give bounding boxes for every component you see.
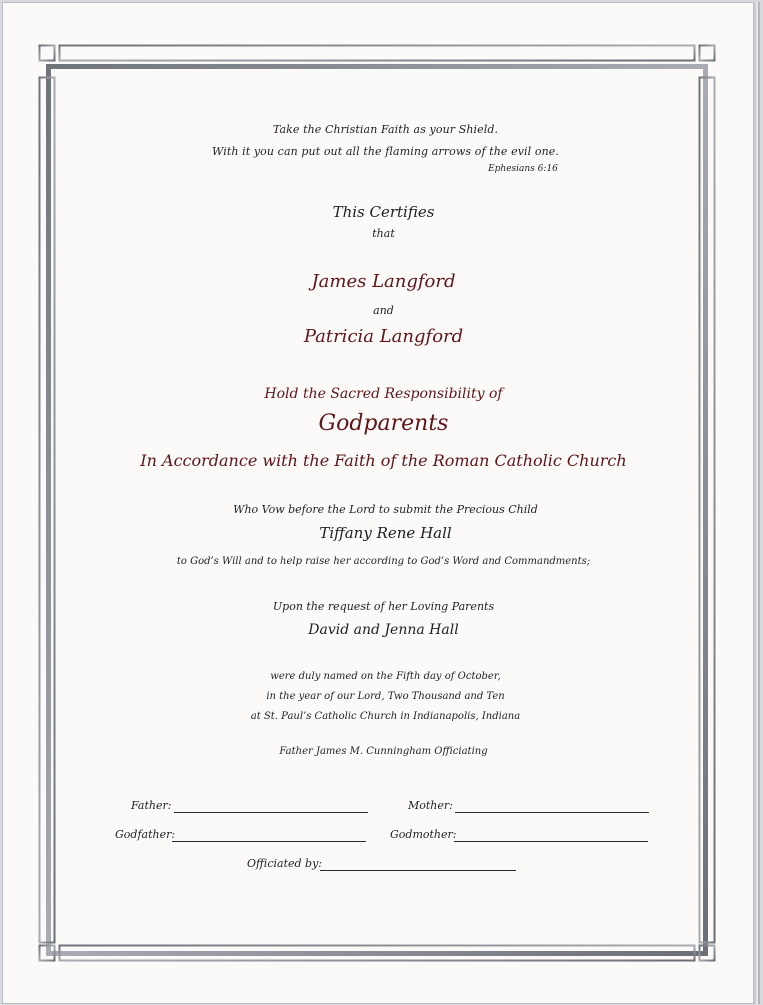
verse-citation: Ephesians 6:16 xyxy=(488,164,558,174)
will-line: to God’s Will and to help raise her according to God’s Word and Commandments; xyxy=(176,556,591,567)
vow-line: Who Vow before the Lord to submit the Precious Child xyxy=(233,503,538,516)
father-signature-line[interactable] xyxy=(174,812,368,813)
mother-signature-line[interactable] xyxy=(455,812,649,813)
mother-label: Mother: xyxy=(408,799,453,812)
officiated-signature-line[interactable] xyxy=(320,870,516,871)
ceremony-year-line: in the year of our Lord, Two Thousand and Ten xyxy=(266,691,505,702)
child-name: Tiffany Rene Hall xyxy=(319,524,452,542)
border-top-rail xyxy=(60,46,695,61)
parents-request-line: Upon the request of her Loving Parents xyxy=(272,600,495,613)
parents-names: David and Jenna Hall xyxy=(308,622,459,638)
godmother-label: Godmother: xyxy=(390,828,457,841)
godfather-label: Godfather: xyxy=(115,828,176,841)
border-corner-top-right xyxy=(700,46,715,61)
verse-line-1: Take the Christian Faith as your Shield. xyxy=(272,123,499,136)
godparents-and: and xyxy=(373,304,394,317)
officiant-line: Father James M. Cunningham Officiating xyxy=(279,746,488,757)
officiated-label: Officiated by: xyxy=(247,857,322,870)
faith-line: In Accordance with the Faith of the Roman Catholic Church xyxy=(140,451,627,470)
ceremony-place-line: at St. Paul’s Catholic Church in Indianapolis, Indiana xyxy=(250,711,521,722)
ceremony-date-line: were duly named on the Fifth day of October, xyxy=(270,671,501,682)
godfather-name: James Langford xyxy=(311,271,456,292)
certifies-heading: This Certifies xyxy=(332,203,435,221)
godmother-name: Patricia Langford xyxy=(303,326,464,347)
border-corner-top-left xyxy=(40,46,55,61)
father-label: Father: xyxy=(131,799,172,812)
certifies-that: that xyxy=(372,227,395,240)
godmother-signature-line[interactable] xyxy=(454,841,648,842)
verse-line-2: With it you can put out all the flaming arrows of the evil one. xyxy=(212,145,559,158)
godfather-signature-line[interactable] xyxy=(172,841,366,842)
responsibility-line: Hold the Sacred Responsibility of xyxy=(264,386,503,402)
godparents-title: Godparents xyxy=(318,411,449,436)
